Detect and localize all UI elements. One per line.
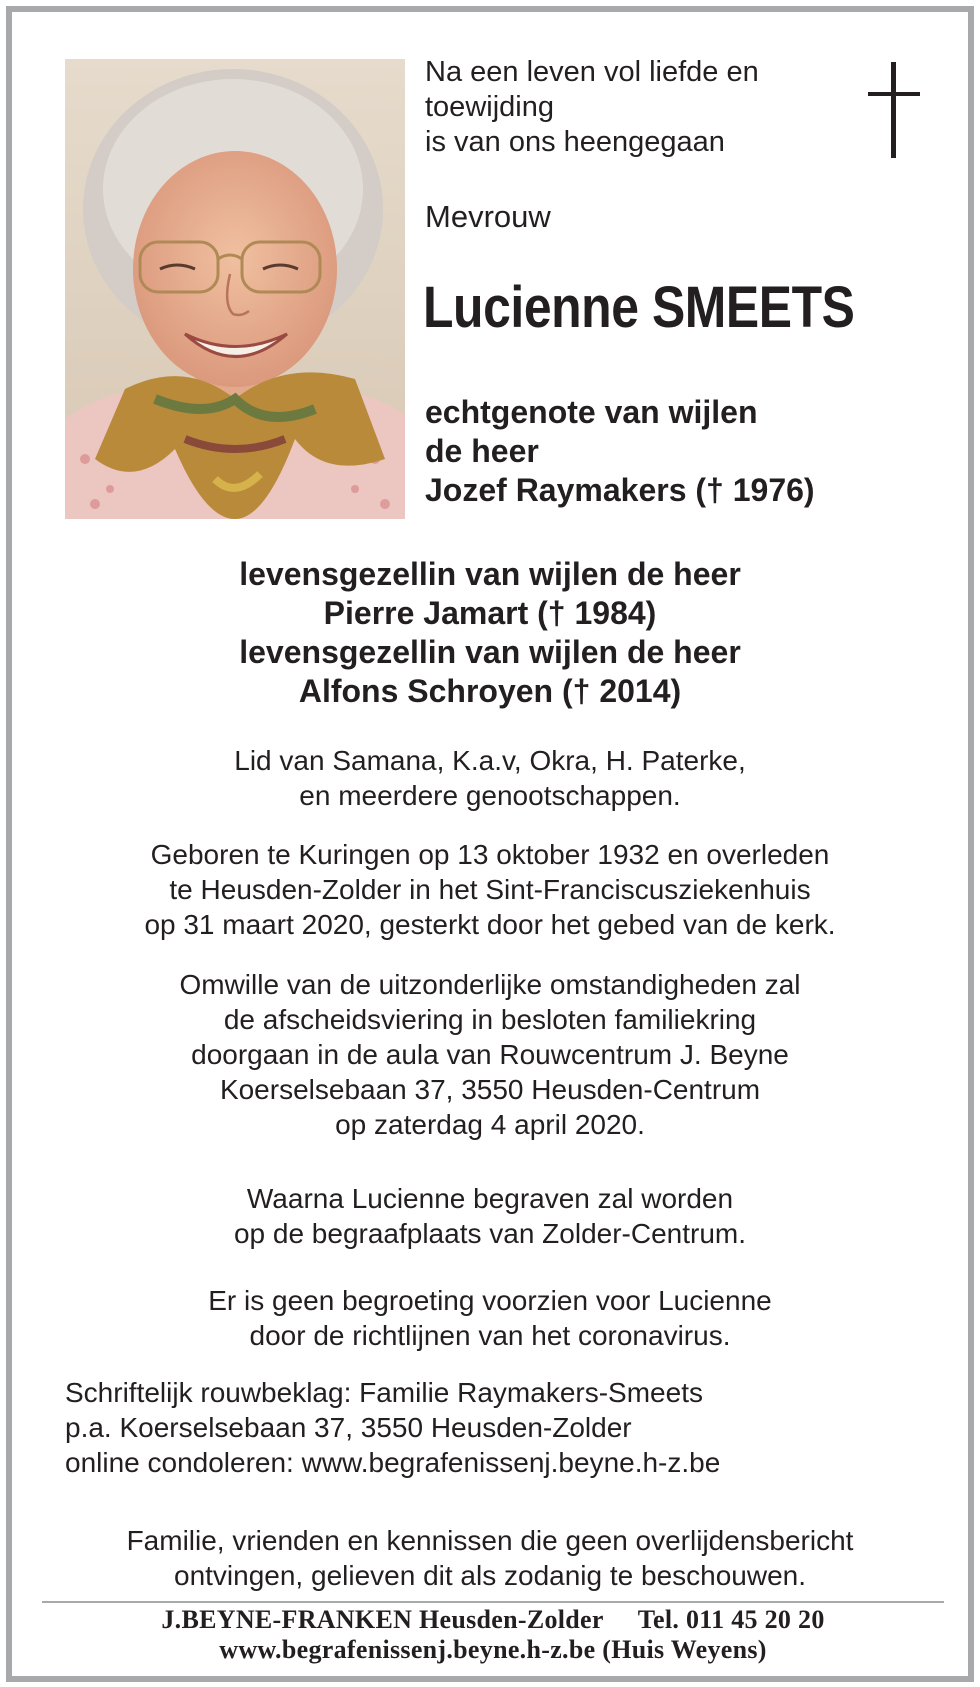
partner-line: levensgezellin van wijlen de heer: [239, 634, 741, 670]
birth-death-line: te Heusden-Zolder in het Sint-Franciscusziekenhuis: [169, 874, 811, 905]
service-line: de afscheidsviering in besloten familiekring: [223, 1004, 757, 1035]
cross-icon: [864, 62, 924, 158]
partners-block: [42, 555, 938, 711]
service-line: doorgaan in de aula van Rouwcentrum J. Beyne: [191, 1039, 789, 1070]
spouse-block: [425, 393, 925, 510]
membership-line: Lid van Samana, K.a.v, Okra, H. Paterke,: [234, 745, 746, 776]
service-line: Koerselsebaan 37, 3550 Heusden-Centrum: [219, 1074, 761, 1105]
notice-frame: [6, 6, 974, 1682]
condolence-line: p.a. Koerselsebaan 37, 3550 Heusden-Zolder: [65, 1412, 632, 1443]
spouse-line: de heer: [425, 433, 539, 469]
service-paragraph: [42, 967, 938, 1142]
membership-line: en meerdere genootschappen.: [299, 780, 681, 811]
partner-line: levensgezellin van wijlen de heer: [239, 556, 741, 592]
birth-death-line: Geboren te Kuringen op 13 oktober 1932 en overleden: [150, 839, 830, 870]
greeting-paragraph: [42, 1283, 938, 1353]
burial-line: op de begraafplaats van Zolder-Centrum.: [233, 1218, 747, 1249]
family-note-line: ontvingen, gelieven dit als zodanig te beschouwen.: [174, 1560, 806, 1591]
footer-divider: [42, 1601, 944, 1603]
service-line: op zaterdag 4 april 2020.: [335, 1109, 645, 1140]
deceased-name: Lucienne SMEETS: [423, 275, 855, 340]
intro-line: is van ons heengegaan: [425, 126, 725, 158]
spouse-line: echtgenote van wijlen: [425, 394, 758, 430]
partner-line: Alfons Schroyen († 2014): [298, 673, 682, 709]
funeral-home-name: J.BEYNE-FRANKEN Heusden-Zolder: [161, 1605, 604, 1634]
condolence-line: Schriftelijk rouwbeklag: Familie Raymakers-Smeets: [65, 1377, 703, 1408]
portrait-photo: [65, 59, 405, 519]
condolence-block: [65, 1375, 925, 1480]
partner-line: Pierre Jamart († 1984): [323, 595, 657, 631]
intro-text: [425, 55, 825, 160]
service-line: Omwille van de uitzonderlijke omstandigheden zal: [179, 969, 801, 1000]
birth-death-line: op 31 maart 2020, gesterkt door het gebed van de kerk.: [144, 909, 836, 940]
greeting-line: door de richtlijnen van het coronavirus.: [249, 1320, 731, 1351]
footer: [42, 1605, 944, 1665]
birth-death-paragraph: [42, 837, 938, 942]
family-note-paragraph: [42, 1523, 938, 1593]
condolence-website-link[interactable]: online condoleren: www.begrafenissenj.beyne.h-z.be: [65, 1447, 721, 1478]
intro-line: Na een leven vol liefde en: [425, 56, 759, 88]
funeral-home-phone[interactable]: Tel. 011 45 20 20: [637, 1605, 825, 1634]
honorific: Mevrouw: [425, 199, 551, 234]
greeting-line: Er is geen begroeting voorzien voor Lucienne: [208, 1285, 772, 1316]
intro-line: toewijding: [425, 91, 554, 123]
burial-paragraph: [42, 1181, 938, 1251]
funeral-home-website[interactable]: www.begrafenissenj.beyne.h-z.be (Huis Weyens): [219, 1635, 767, 1664]
spouse-line: Jozef Raymakers († 1976): [425, 472, 815, 508]
membership-paragraph: [42, 743, 938, 813]
burial-line: Waarna Lucienne begraven zal worden: [246, 1183, 734, 1214]
family-note-line: Familie, vrienden en kennissen die geen overlijdensbericht: [126, 1525, 854, 1556]
